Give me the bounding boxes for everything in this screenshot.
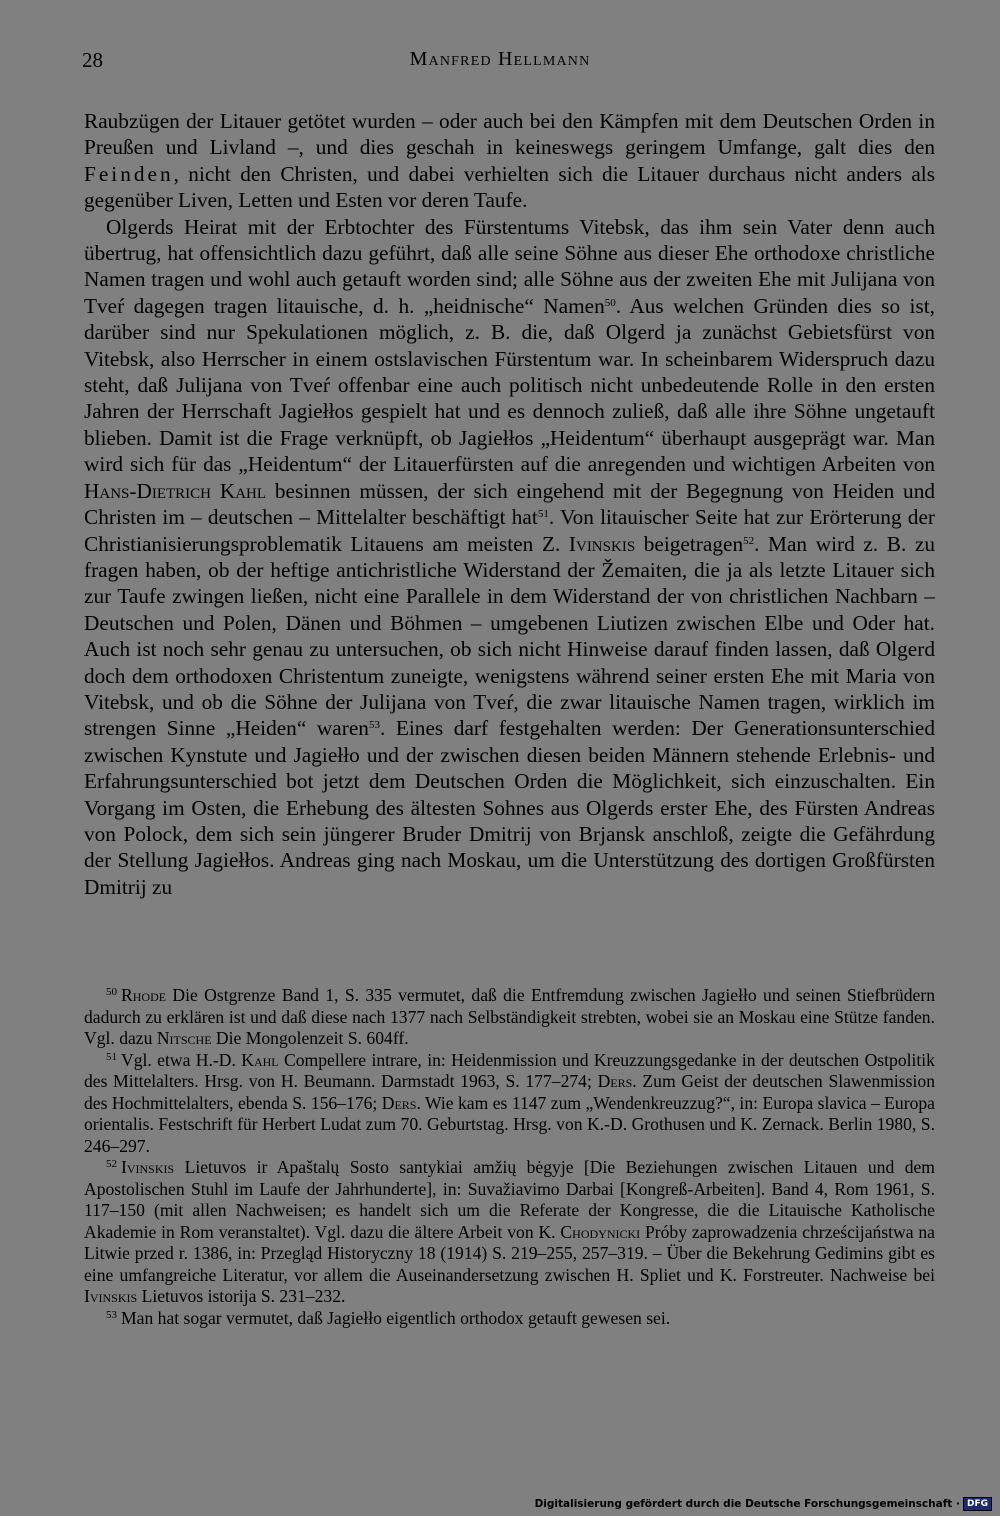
digitization-credit [535,1497,992,1511]
footnote-ref-51[interactable]: 51 [537,508,549,521]
footnote-ref-50[interactable]: 50 [604,296,616,309]
footnote-ref-53[interactable]: 53 [368,719,380,732]
paragraph-2: Olgerds Heirat mit der Erbtochter des Fürstentums Vitebsk, das ihm sein Vater denn auch übertrug, hat offensichtlich dazu geführt, daß alle seine Söhne aus dieser Ehe orthodoxe christliche Namen tragen und wohl auch getauft worden sind; alle Söhne aus der zweiten Ehe mit Julijana von Tveŕ dagegen tragen litauische, d. h. „heidnische“ Namen$^{50}$. Aus welchen Gründen dies so ist, darüber sind nur Spekulationen möglich, z. B. die, daß Olgerd ja zunächst Gebietsfürst von Vitebsk, also Herrscher in einem ostslavischen Fürstentum war. In scheinbarem Widerspruch dazu steht, daß Julijana von Tveŕ offenbar eine auch politisch nicht unbedeutende Rolle in den ersten Jahren der Herrschaft Jagiełłos gespielt hat und es dennoch zuließ, daß alle ihre Söhne ungetauft blieben. Damit ist die Frage verknüpft, ob Jagiełłos „Heidentum“ überhaupt ausgeprägt war. Man wird sich für das „Heidentum“ der Litauerfürsten auf die anregenden und wichtigen Arbeiten von Hans-Dietrich Kahl besinnen müssen, der sich eingehend mit der Begegnung von Heiden und Christen im – deutschen – Mittelalter beschäftigt hat$^{51}$. Von litauischer Seite hat zur Erörterung der Christianisierungsproblematik Litauens am meisten Z. Ivinskis beigetragen$^{52}$. Man wird z. B. zu fragen haben, ob der heftige antichristliche Widerstand der Žemaiten, die ja als letzte Litauer sich zur Taufe zwingen ließen, nicht eine Parallele in dem Widerstand der von christlichen Nachbarn – Deutschen und Polen, Dänen und Böhmen – umgebenen Liutizen zwischen Elbe und Oder hat. Auch ist noch sehr genau zu untersuchen, ob sich nicht Hinweise darauf finden lassen, daß Olgerd doch dem orthodoxen Christentum zuneigte, wenigstens während seiner ersten Ehe mit Maria von Vitebsk, und ob die Söhne der Julijana von Tveŕ, die zwar litauische Namen tragen, wirklich im strengen Sinne „Heiden“ waren$^{53}$. Eines darf festgehalten werden: Der Generationsunterschied zwischen Kynstute und Jagiełło und der zwischen diesen beiden Männern stehende Erlebnis- und Erfahrungsunterschied bot jetzt dem Deutschen Orden die Möglichkeit, sich einzuschalten. Ein Vorgang im Osten, die Erhebung des ältesten Sohnes aus Olgerds erster Ehe, des Fürsten Andreas von Polock, dem sich sein jüngerer Bruder Dmitrij von Brjansk anschloß, zeigte die Gefährdung der Stellung Jagiełłos. Andreas ging nach Moskau, um die Unterstützung des dortigen Großfürsten Dmitrij zu [84,214,936,899]
dfg-logo: DFG [963,1497,992,1511]
author-kahl: Hans-Dietrich Kahl [84,478,267,503]
footnote-mark: 51 [106,1050,117,1063]
emphasis-feinden: Feinden [84,161,174,186]
author-ivinskis: Ivinskis [568,531,636,556]
footnote-mark: 50 [106,986,117,998]
page-number: 28 [82,48,103,72]
footnote-mark: 52 [106,1158,117,1170]
footnote-51: $^{51}$ Vgl. etwa H.-D. Kahl Compellere intrare, in: Heidenmission und Kreuzzungsgedanke in der deutschen Ostpolitik des Mittelalters. Hrsg. von H. Beumann. Darmstadt 1963, S. 177–274; Ders. Zum Geist der deutschen Slawenmission des Hochmittelalters, ebenda S. 156–176; Ders. Wie kam es 1147 zum „Wendenkreuzzug?“, in: Europa slavica – Europa orientalis. Festschrift für Herbert Ludat zum 70. Geburtstag. Hrsg. von K.-D. Grothusen und K. Zernack. Berlin 1980, S. 246–297. [84,1049,935,1156]
footnote-50: $^{50}$ Rhode Die Ostgrenze Band 1, S. 335 vermutet, daß die Entfremdung zwischen Jagiełło und seinen Stiefbrüdern dadurch zu erklären ist und daß diese nach 1377 nach Selbständigkeit strebten, wobei sie an Moskau eine Stütze fanden. Vgl. dazu Nitsche Die Mongolenzeit S. 604ff. [84,985,935,1048]
footnote-53: $^{53}$ Man hat sogar vermutet, daß Jagiełło eigentlich orthodox getauft gewesen sei. [106,1307,671,1328]
credit-text: Digitalisierung gefördert durch die Deutsche Forschungsgemeinschaft · [534,1498,960,1510]
running-head: Manfred Hellmann [409,48,591,70]
paragraph-1: Raubzügen der Litauer getötet wurden – oder auch bei den Kämpfen mit dem Deutschen Orden in Preußen und Livland –, und dies geschah in keineswegs geringem Umfange, galt dies den Feinden, nicht den Christen, und dabei verhielten sich die Litauer durchaus nicht anders als gegenüber Liven, Letten und Esten vor deren Taufe. [84,109,935,213]
body-text [84,108,935,900]
footnote-mark: 53 [106,1308,117,1321]
footnote-52: $^{52}$ Ivinskis Lietuvos ir Apaštalų Sosto santykiai amžių bėgyje [Die Beziehungen zwischen Litauen und dem Apostolischen Stuhl im Laufe der Jahrhunderte], in: Suvažiavimo Darbai [Kongreß-Arbeiten]. Band 4, Rom 1961, S. 117–150 (mit allen Nachweisen; es handelt sich um die Referate der Kongresse, die die Litauische Katholische Akademie in Rom veranstaltet). Vgl. dazu die ältere Arbeit von K. Chodynicki Próby zaprowadzenia chrześcijaństwa na Litwie przed r. 1386, in: Przegląd Historyczny 18 (1914) S. 219–255, 257–319. – Über die Bekehrung Gedimins gibt es eine umfangreiche Literatur, vor allem die Auseinandersetzung zwischen H. Spliet und K. Forstreuter. Nachweise bei Ivinskis Lietuvos istorija S. 231–232. [84,1157,935,1306]
footnotes [84,985,935,1329]
footnote-ref-52[interactable]: 52 [743,534,755,547]
